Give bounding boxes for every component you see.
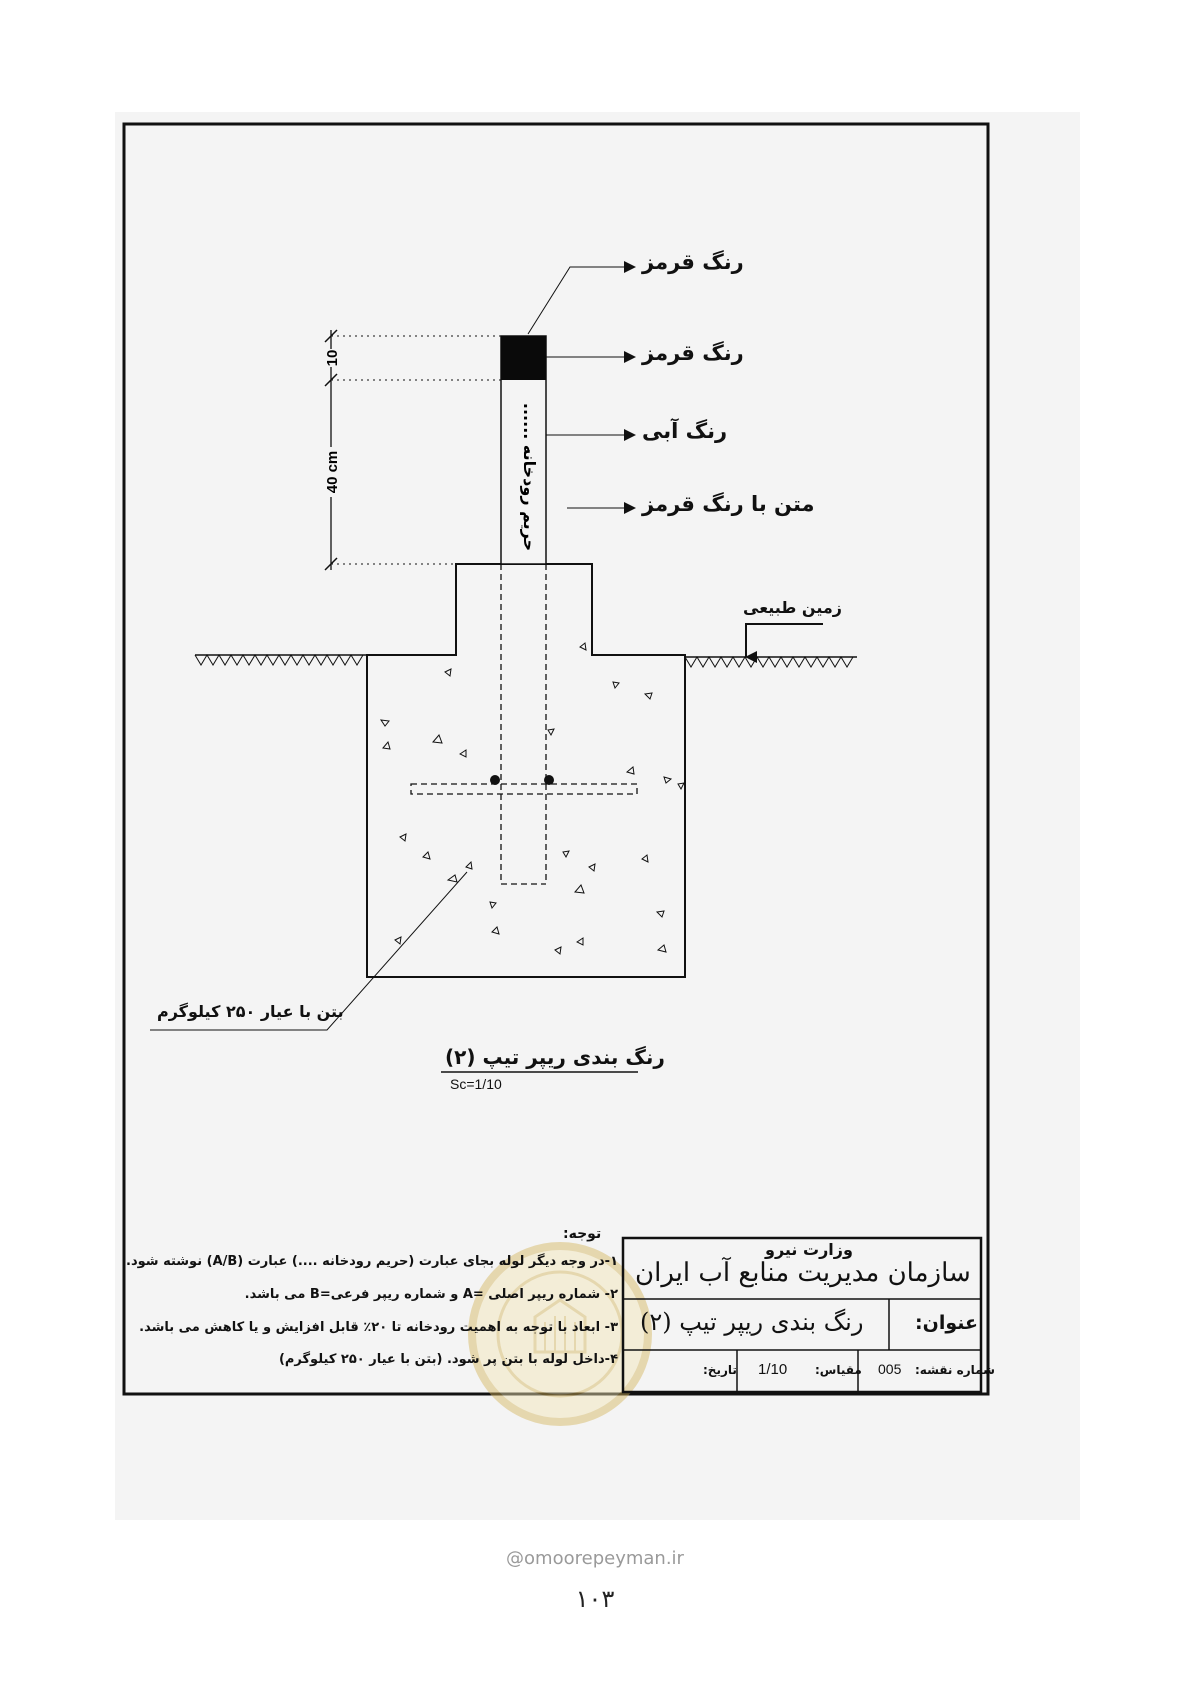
note-item-4: ۴-داخل لوله با بتن پر شود. (بتن با عیار ۲۵۰ کیلوگرم) xyxy=(278,1352,618,1367)
note-item-3: ۳- ابعاد با توجه به اهمیت رودخانه تا ۲۰٪ قابل افزایش و یا کاهش می باشد. xyxy=(139,1320,618,1335)
rebar-dot xyxy=(544,775,554,785)
natural-ground-marker xyxy=(746,624,823,657)
post-embedded xyxy=(411,564,637,884)
ground-hatch-right xyxy=(685,657,857,667)
figure-caption-scale: Sc=1/10 xyxy=(450,1076,502,1092)
figure-caption-title: رنگ بندی ریپر تیپ (۲) xyxy=(445,1045,665,1069)
anchor-bar xyxy=(411,784,637,794)
concrete-foundation xyxy=(367,564,685,977)
tb-scale-label: مقیاس: xyxy=(815,1363,862,1377)
tb-date-label: تاریخ: xyxy=(703,1363,737,1377)
note-item-2: ۲- شماره ریپر اصلی =A و شماره ریپر فرعی=B می باشد. xyxy=(244,1287,618,1302)
tb-sheet-no-value: 005 xyxy=(878,1361,902,1377)
post-text: حریم رودخانه ...... xyxy=(520,402,539,552)
tb-scale-value: 1/10 xyxy=(758,1361,788,1378)
label-natural-ground: زمین طبیعی xyxy=(743,598,842,617)
note-item-1: ۱-در وجه دیگر لوله بجای عبارت (حریم رودخانه ....) عبارت (A/B) نوشته شود. xyxy=(126,1254,618,1269)
notes-heading: توجه: xyxy=(563,1226,602,1242)
tb-subject-label: عنوان: xyxy=(915,1312,978,1334)
rebar-dot xyxy=(490,775,500,785)
tb-subject-value: رنگ بندی ریپر تیپ (۲) xyxy=(640,1308,864,1336)
tb-ministry: وزارت نیرو xyxy=(765,1240,853,1259)
sheet-border xyxy=(124,124,988,1394)
ground-hatch-left xyxy=(195,655,367,665)
label-red-paint-top: رنگ قرمز xyxy=(642,250,744,274)
dimension-lines xyxy=(325,330,501,570)
footer-site-watermark: @omoorepeyman.ir xyxy=(506,1548,684,1569)
dim-main-label: 40 cm xyxy=(324,450,341,494)
concrete-aggregate xyxy=(381,643,684,954)
label-red-paint: رنگ قرمز xyxy=(642,341,744,365)
tb-organization: سازمان مدیریت منابع آب ایران xyxy=(635,1258,971,1288)
label-blue-paint: رنگ آبی xyxy=(642,419,728,443)
technical-drawing xyxy=(115,112,1080,1520)
drawing-sheet xyxy=(115,112,1080,1520)
label-concrete: بتن با عیار ۲۵۰ کیلوگرم xyxy=(157,1002,344,1021)
label-red-text: متن با رنگ قرمز xyxy=(642,492,815,516)
page-number: ۱۰۳ xyxy=(575,1585,615,1613)
dim-top-label: 10 xyxy=(324,349,341,367)
red-cap-band xyxy=(501,336,546,380)
tb-sheet-no-label: شماره نقشه: xyxy=(915,1363,995,1377)
